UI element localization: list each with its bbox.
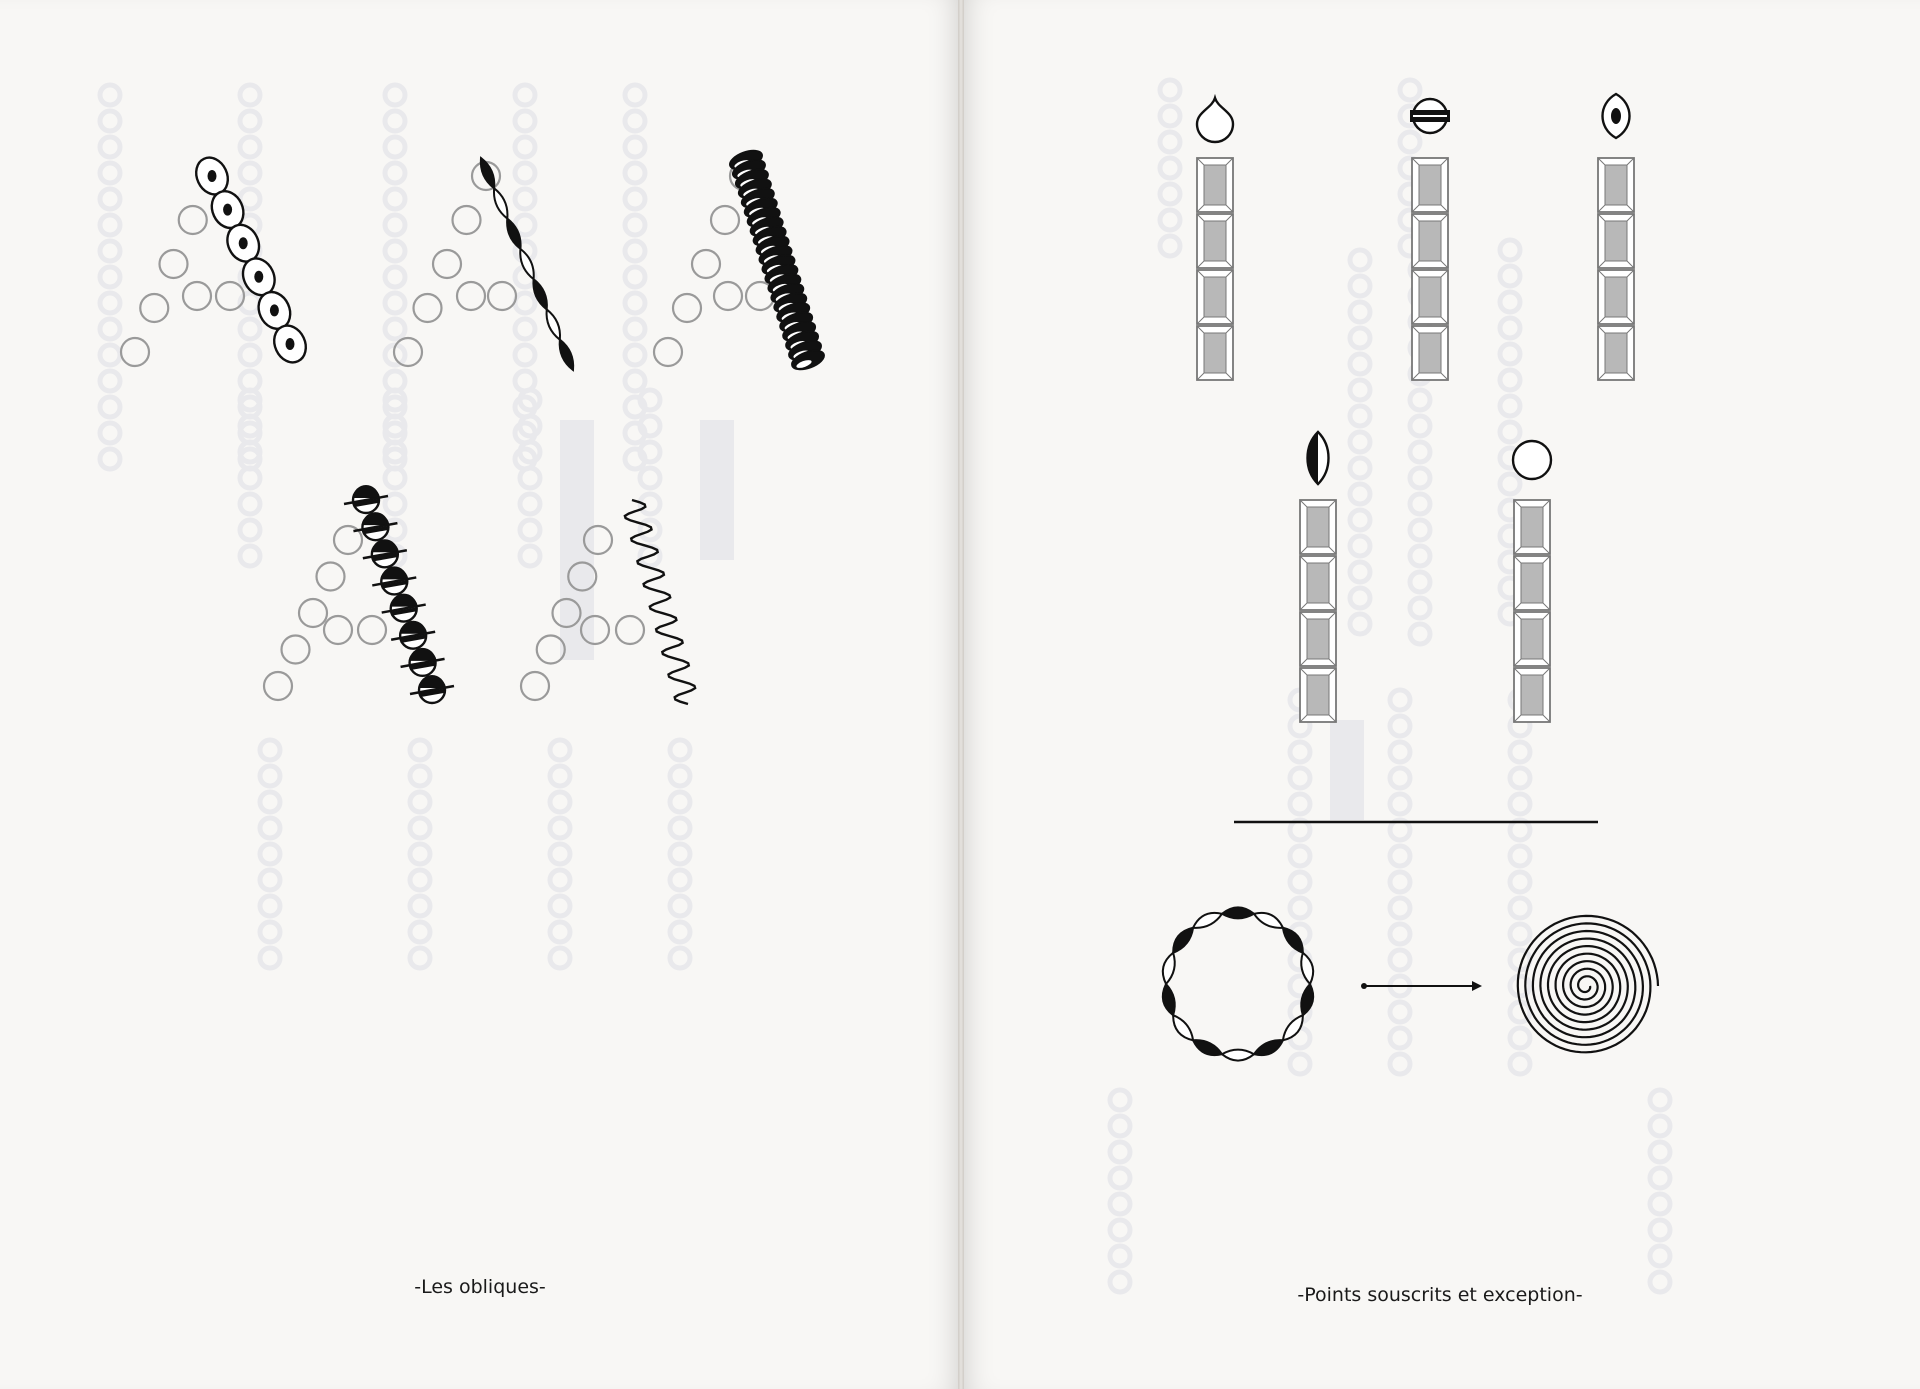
right-page-caption: -Points souscrits et exception-	[1297, 1284, 1583, 1306]
letter-i-eye-dot	[1598, 94, 1634, 380]
spiral-icon	[1518, 916, 1658, 1052]
letter-i-droplet-dot	[1197, 98, 1233, 380]
arrow-icon	[1361, 981, 1482, 991]
left-page-caption: -Les obliques-	[414, 1276, 546, 1298]
letter-a-twisted-ribbon	[394, 158, 573, 370]
letter-a-wave	[521, 500, 695, 704]
letter-a-black-coil	[654, 147, 827, 374]
letter-a-eye-dots	[121, 152, 312, 367]
letter-a-crossed-beads	[264, 485, 454, 703]
letter-i-leaf-dot	[1300, 432, 1336, 722]
letter-i-striped-dot	[1410, 99, 1450, 380]
